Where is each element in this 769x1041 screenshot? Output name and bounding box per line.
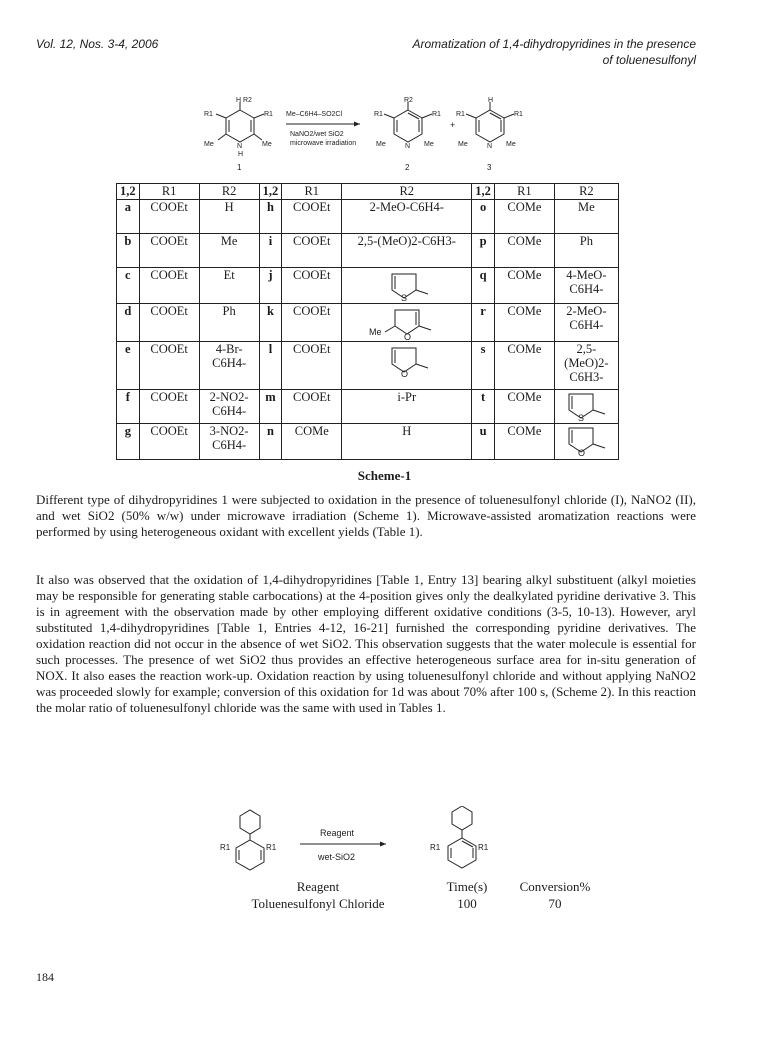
p3-r1-left: R1	[456, 111, 465, 118]
paragraph-1: Different type of dihydropyridines 1 were subjected to oxidation in the presence of toluenesulfonyl chloride (I), NaNO2 (II), and wet SiO2 (50% w/w) under microwave irradiation (Scheme 1). Microwave-assisted aromatization reactions were performed by using heterogeneous oxidant with excellent yields (Table 1).	[36, 492, 696, 539]
p3-h-label: H	[488, 97, 494, 104]
methylfuran-ring-icon	[367, 304, 447, 340]
results-value: Toluenesulfonyl Chloride	[251, 896, 385, 911]
thiophene-s-label: S	[578, 413, 585, 422]
thienyl-structure	[342, 268, 472, 304]
sm-r1-right: R1	[264, 111, 273, 118]
scheme-2-reagent: Reagent	[320, 828, 355, 838]
table-cell: COOEt	[139, 304, 199, 342]
scheme-2-reaction	[180, 806, 560, 874]
furan-ring-icon	[561, 424, 611, 456]
table-cell: COMe	[282, 424, 342, 460]
running-header-left: Vol. 12, Nos. 3-4, 2006	[36, 37, 159, 51]
pyridine-2-structure	[384, 102, 432, 142]
thiophene-s-label: S	[400, 293, 407, 302]
table-cell: i	[259, 234, 282, 268]
table-cell: COMe	[494, 424, 554, 460]
substituent-table	[116, 183, 619, 460]
table-cell: COOEt	[139, 342, 199, 390]
table-cell: k	[259, 304, 282, 342]
results-value: 100	[457, 896, 477, 911]
table-cell: e	[117, 342, 140, 390]
table-cell: Et	[199, 268, 259, 304]
compound-1-label: 1	[237, 163, 242, 172]
table-cell: COOEt	[139, 268, 199, 304]
table-row	[117, 342, 619, 390]
p2-r2-label: R2	[404, 97, 413, 104]
compound-3-label: 3	[487, 163, 492, 172]
s2p-r1-left: R1	[430, 843, 441, 852]
table-cell: j	[259, 268, 282, 304]
table-cell: COMe	[494, 268, 554, 304]
methyl-label: Me	[368, 327, 382, 337]
scheme-2-arrowhead	[380, 842, 386, 847]
results-value: 70	[548, 896, 562, 911]
reagent-nano2: NaNO2/wet SiO2	[290, 131, 344, 138]
sm-h-label: H R2	[236, 97, 252, 104]
sm-nh-label: H	[238, 151, 244, 158]
table-cell: g	[117, 424, 140, 460]
header-cell: 1,2	[117, 184, 140, 200]
table-cell: 3-NO2-C6H4-	[199, 424, 259, 460]
paragraph-2: It also was observed that the oxidation of 1,4-dihydropyridines [Table 1, Entry 13] bearing alkyl substituent (alkyl moieties may be responsible for generating stable carbocations) at the 4-position gives only the dealkylated pyridine derivative 3. This is in agreement with the observation made by other employing different oxidative conditions (3-5, 10-13). However, aryl substituted 1,4-dihydropyridines [Table 1, Entries 4-12, 16-21] furnished the corresponding pyridine derivatives. The oxidation reaction did not occur in the absence of wet SiO2. This observation suggests that the water molecule is essential for such processes. The presence of wet SiO2 thus provides an effective heterogeneous surface area for in-situ generation of NOX. It also eases the reaction work-up. Oxidation reaction by using toluenesulfonyl chloride and without applying NaNO2 was proceeded slowly for example; conversion of this oxidation for 1d was about 70% after 100 s, (Scheme 2). In this reaction the molar ratio of toluenesulfonyl chloride was the same with used in Tables 1.	[36, 572, 696, 715]
table-cell: f	[117, 390, 140, 424]
reagent-tosyl-chloride: Me–C6H4–SO2Cl	[286, 111, 343, 118]
p2-r1-right: R1	[432, 111, 441, 118]
table-cell: COMe	[494, 304, 554, 342]
header-cell: R2	[199, 184, 259, 200]
plus-sign: +	[450, 120, 456, 130]
results-header: Time(s)	[446, 879, 488, 894]
table-cell: COOEt	[139, 234, 199, 268]
table-cell: 2-MeO-C6H4-	[342, 200, 472, 234]
pyridine-2d-structure	[448, 806, 476, 868]
running-header-title-line2: of toluenesulfonyl	[602, 53, 696, 67]
results-column-reagent	[228, 878, 408, 912]
table-cell: q	[472, 268, 495, 304]
table-row	[117, 268, 619, 304]
s2p-r1-right: R1	[478, 843, 489, 852]
table-cell: COMe	[494, 390, 554, 424]
p3-n-label: N	[487, 143, 493, 150]
furan-o-label: O	[400, 369, 408, 378]
table-cell: c	[117, 268, 140, 304]
table-cell: p	[472, 234, 495, 268]
thiophene-ring-icon	[382, 268, 432, 302]
table-cell: COOEt	[282, 234, 342, 268]
thiophene-ring-icon	[561, 390, 611, 422]
running-header-title-line1: Aromatization of 1,4-dihydropyridines in the presence	[412, 37, 696, 51]
running-header-right	[413, 36, 697, 68]
table-cell: h	[259, 200, 282, 234]
table-cell: o	[472, 200, 495, 234]
table-cell: s	[472, 342, 495, 390]
table-cell: 2-MeO-C6H4-	[554, 304, 618, 342]
table-cell: t	[472, 390, 495, 424]
furyl-structure	[554, 424, 618, 460]
furyl-structure	[342, 342, 472, 390]
s2-r1-right: R1	[266, 843, 277, 852]
table-cell: i-Pr	[342, 390, 472, 424]
scheme-2-condition: wet-SiO2	[318, 852, 356, 862]
table-cell: COOEt	[139, 200, 199, 234]
thienyl-structure	[554, 390, 618, 424]
header-cell: R2	[554, 184, 618, 200]
furan-o-label: O	[403, 332, 411, 340]
table-cell: 2-NO2-C6H4-	[199, 390, 259, 424]
scheme-1-reaction	[200, 96, 540, 176]
furan-ring-icon	[382, 342, 432, 378]
header-cell: R1	[494, 184, 554, 200]
pyridine-3-structure	[466, 102, 514, 142]
p2-r1-left: R1	[374, 111, 383, 118]
header-cell: 1,2	[259, 184, 282, 200]
p2-n-label: N	[405, 143, 411, 150]
table-cell: l	[259, 342, 282, 390]
table-cell: 2,5-(MeO)2-C6H3-	[554, 342, 618, 390]
compound-2-label: 2	[405, 163, 410, 172]
table-cell: a	[117, 200, 140, 234]
table-cell: u	[472, 424, 495, 460]
table-row	[117, 304, 619, 342]
table-cell: Me	[554, 200, 618, 234]
table-cell: COMe	[494, 200, 554, 234]
table-cell: COMe	[494, 234, 554, 268]
scheme-1-caption: Scheme-1	[357, 468, 412, 483]
p3-me-left: Me	[458, 141, 468, 148]
table-row	[117, 424, 619, 460]
sm-me-left: Me	[204, 141, 214, 148]
results-column-conversion	[512, 878, 598, 912]
table-cell: Me	[199, 234, 259, 268]
header-cell: R2	[342, 184, 472, 200]
furan-o-label: O	[578, 448, 586, 456]
table-cell: Ph	[199, 304, 259, 342]
sm-me-right: Me	[262, 141, 272, 148]
table-cell: COOEt	[282, 342, 342, 390]
p2-me-right: Me	[424, 141, 434, 148]
table-cell: COMe	[494, 342, 554, 390]
table-cell: d	[117, 304, 140, 342]
table-header-row	[117, 184, 619, 200]
table-cell: 2,5-(MeO)2-C6H3-	[342, 234, 472, 268]
methylfuryl-structure	[342, 304, 472, 342]
table-cell: b	[117, 234, 140, 268]
scheme-1-arrowhead	[354, 122, 360, 127]
p2-me-left: Me	[376, 141, 386, 148]
table-cell: n	[259, 424, 282, 460]
table-cell: Ph	[554, 234, 618, 268]
table-row	[117, 200, 619, 234]
reagent-microwave: microwave irradiation	[290, 140, 357, 147]
page-number: 184	[36, 970, 54, 984]
table-cell: m	[259, 390, 282, 424]
dihydropyridine-1d-structure	[236, 810, 264, 870]
table-cell: COOEt	[139, 424, 199, 460]
table-cell: 4-Br-C6H4-	[199, 342, 259, 390]
table-cell: H	[199, 200, 259, 234]
s2-r1-left: R1	[220, 843, 231, 852]
results-column-time	[432, 878, 502, 912]
results-header: Reagent	[296, 879, 340, 894]
table-row	[117, 390, 619, 424]
p3-r1-right: R1	[514, 111, 523, 118]
table-cell: COOEt	[282, 200, 342, 234]
table-cell: COOEt	[282, 268, 342, 304]
table-cell: COOEt	[282, 390, 342, 424]
table-cell: H	[342, 424, 472, 460]
table-cell: COOEt	[139, 390, 199, 424]
sm-r1-left: R1	[204, 111, 213, 118]
results-header: Conversion%	[519, 879, 591, 894]
sm-n-label: N	[237, 143, 243, 150]
p3-me-right: Me	[506, 141, 516, 148]
header-cell: R1	[282, 184, 342, 200]
table-cell: COOEt	[282, 304, 342, 342]
header-cell: 1,2	[472, 184, 495, 200]
dihydropyridine-structure	[216, 102, 264, 142]
table-cell: 4-MeO-C6H4-	[554, 268, 618, 304]
table-row	[117, 234, 619, 268]
header-cell: R1	[139, 184, 199, 200]
table-cell: r	[472, 304, 495, 342]
